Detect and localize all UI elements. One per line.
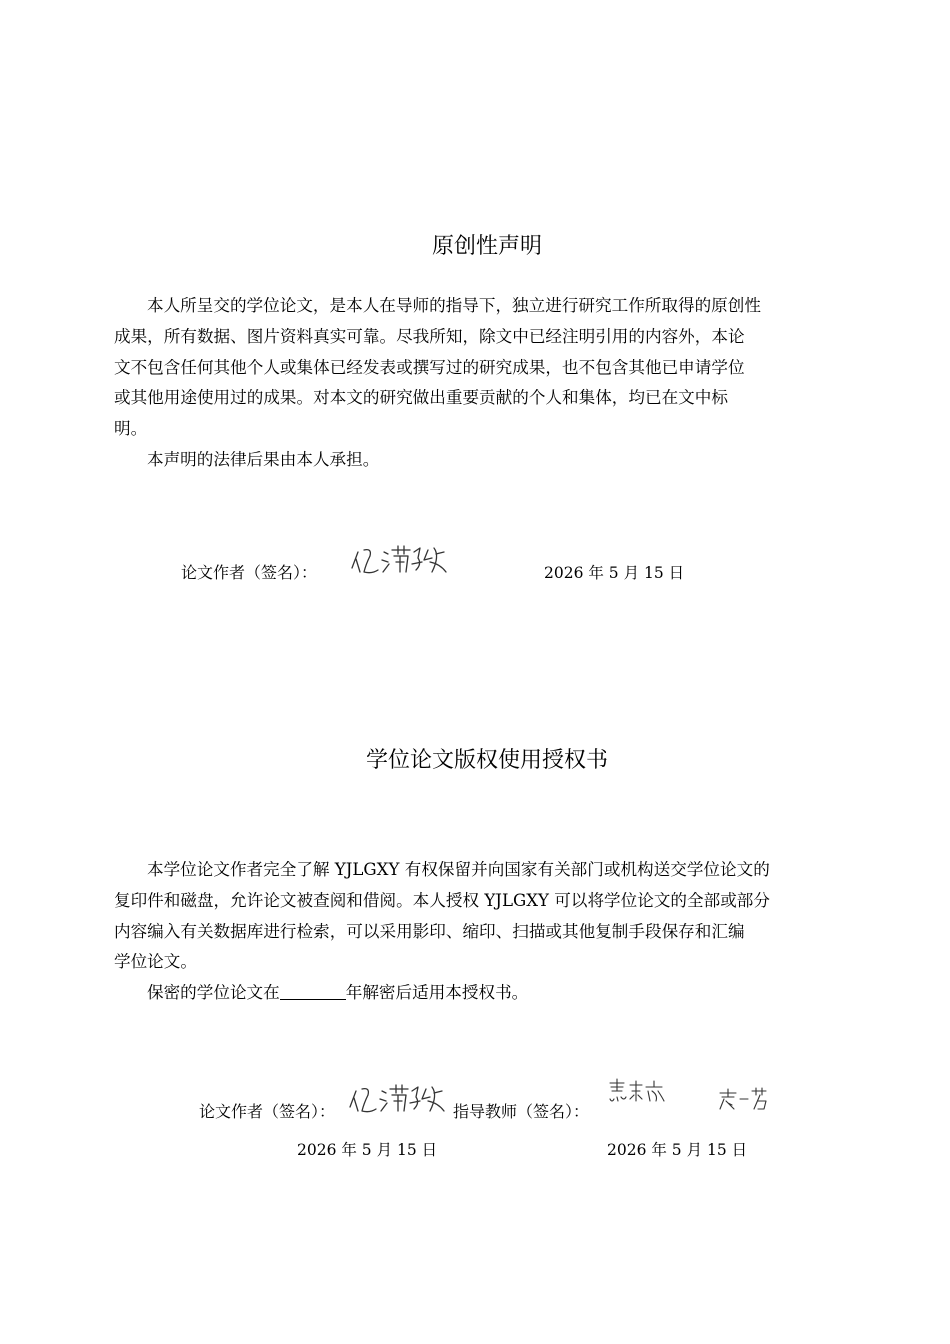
declaration-line-4: 或其他用途使用过的成果。对本文的研究做出重要贡献的个人和集体，均已在文中标 [114,388,728,408]
declaration-body [114,291,862,476]
authorization-author-date: 2026 年 5 月 15 日 [297,1141,438,1159]
advisor-signature-2 [716,1085,770,1113]
declaration-line-2: 成果，所有数据、图片资料真实可靠。尽我所知，除文中已经注明引用的内容外，本论 [114,326,745,346]
declaration-title: 原创性声明 [431,234,542,259]
declaration-liability: 本声明的法律后果由本人承担。 [147,449,380,469]
secret-suffix: 年解密后适用本授权书。 [345,983,529,1003]
secret-clause [114,978,862,1009]
authorization-line-1: 本学位论文作者完全了解 YJLGXY 有权保留并向国家有关部门或机构送交学位论文的 [147,860,770,879]
declaration-line-3: 文不包含任何其他个人或集体已经发表或撰写过的研究成果，也不包含其他已申请学位 [114,357,745,377]
declaration-author-label: 论文作者（签名）： [181,563,318,582]
declaration-date: 2026 年 5 月 15 日 [544,564,685,582]
authorization-body [114,855,862,1009]
author-signature-1 [348,542,452,582]
authorization-line-2: 复印件和磁盘，允许论文被查阅和借阅。本人授权 YJLGXY 可以将学位论文的全部或部分 [114,890,770,910]
authorization-line-4: 学位论文。 [114,952,197,972]
author-signature-2 [346,1081,450,1121]
authorization-author-label: 论文作者（签名）： [199,1102,336,1121]
declaration-line-5: 明。 [114,419,148,439]
secret-year-blank [280,983,346,1000]
authorization-title: 学位论文版权使用授权书 [365,748,608,773]
advisor-signature-1 [606,1077,668,1107]
secret-prefix: 保密的学位论文在 [147,983,280,1003]
advisor-label: 指导教师（签名）： [453,1102,590,1121]
authorization-line-3: 内容编入有关数据库进行检索，可以采用影印、缩印、扫描或其他复制手段保存和汇编 [114,921,745,941]
advisor-date: 2026 年 5 月 15 日 [607,1141,748,1159]
declaration-line-1: 本人所呈交的学位论文，是本人在导师的指导下，独立进行研究工作所取得的原创性 [147,296,761,315]
